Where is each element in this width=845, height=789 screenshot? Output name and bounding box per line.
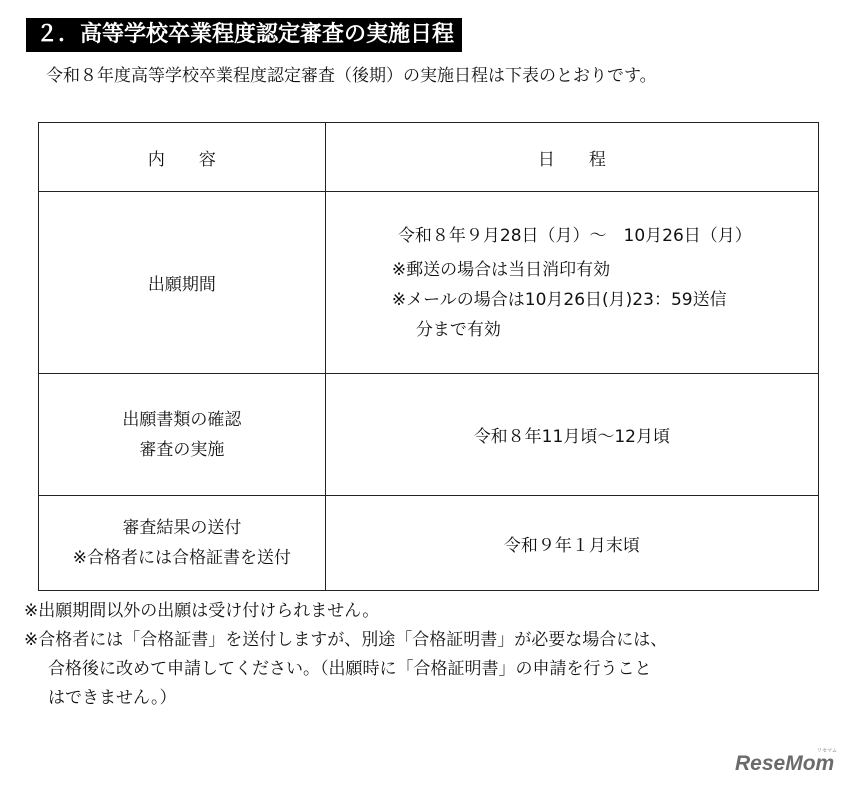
svg-text:ReseMom: ReseMom (735, 752, 835, 775)
footnote-line: 合格後に改めて申請してください。（出願時に「合格証明書」の申請を行うこと (48, 659, 652, 679)
row-content-cell (39, 374, 326, 496)
schedule-note: 分まで有効 (415, 319, 501, 340)
footnotes (24, 597, 667, 713)
schedule-table (38, 122, 819, 591)
row-content-line: 審査結果の送付 (122, 518, 242, 538)
row-content-cell (39, 496, 326, 591)
table-header-row (39, 123, 819, 192)
row-content-cell (39, 192, 326, 374)
row-schedule-cell (325, 374, 818, 496)
header-content: 内 容 (39, 123, 326, 192)
resemom-logo-icon (733, 745, 837, 775)
row-schedule-cell (325, 192, 818, 374)
schedule-note: ※メールの場合は10月26日(月)23：59送信 (391, 289, 727, 310)
svg-text:リセマム: リセマム (817, 748, 837, 754)
row-content-line: ※合格者には合格証書を送付 (72, 548, 291, 568)
row-content-line: 出願期間 (147, 275, 216, 295)
header-schedule: 日 程 (325, 123, 818, 192)
footnote-line: ※出願期間以外の出願は受け付けられません。 (24, 601, 380, 621)
row-content-line: 出願書類の確認 (122, 409, 242, 430)
footnote-line: はできません。） (48, 688, 177, 708)
table-row (39, 496, 819, 591)
table-row (39, 192, 819, 374)
table-row (39, 374, 819, 496)
resemom-logo (733, 748, 837, 775)
section-heading: ２．高等学校卒業程度認定審査の実施日程 (26, 18, 462, 52)
intro-text: 令和８年度高等学校卒業程度認定審査（後期）の実施日程は下表のとおりです。 (46, 66, 657, 86)
schedule-main: 令和８年９月28日（月）～ 10月26日（月） (397, 225, 752, 246)
row-content-line: 審査の実施 (139, 439, 225, 460)
schedule-main: 令和８年11月頃～12月頃 (473, 427, 670, 447)
schedule-note: ※郵送の場合は当日消印有効 (391, 259, 611, 280)
schedule-main: 令和９年１月末頃 (503, 535, 640, 556)
row-schedule-cell (325, 496, 818, 591)
footnote-line: ※合格者には「合格証書」を送付しますが、別途「合格証明書」が必要な場合には、 (24, 630, 668, 650)
